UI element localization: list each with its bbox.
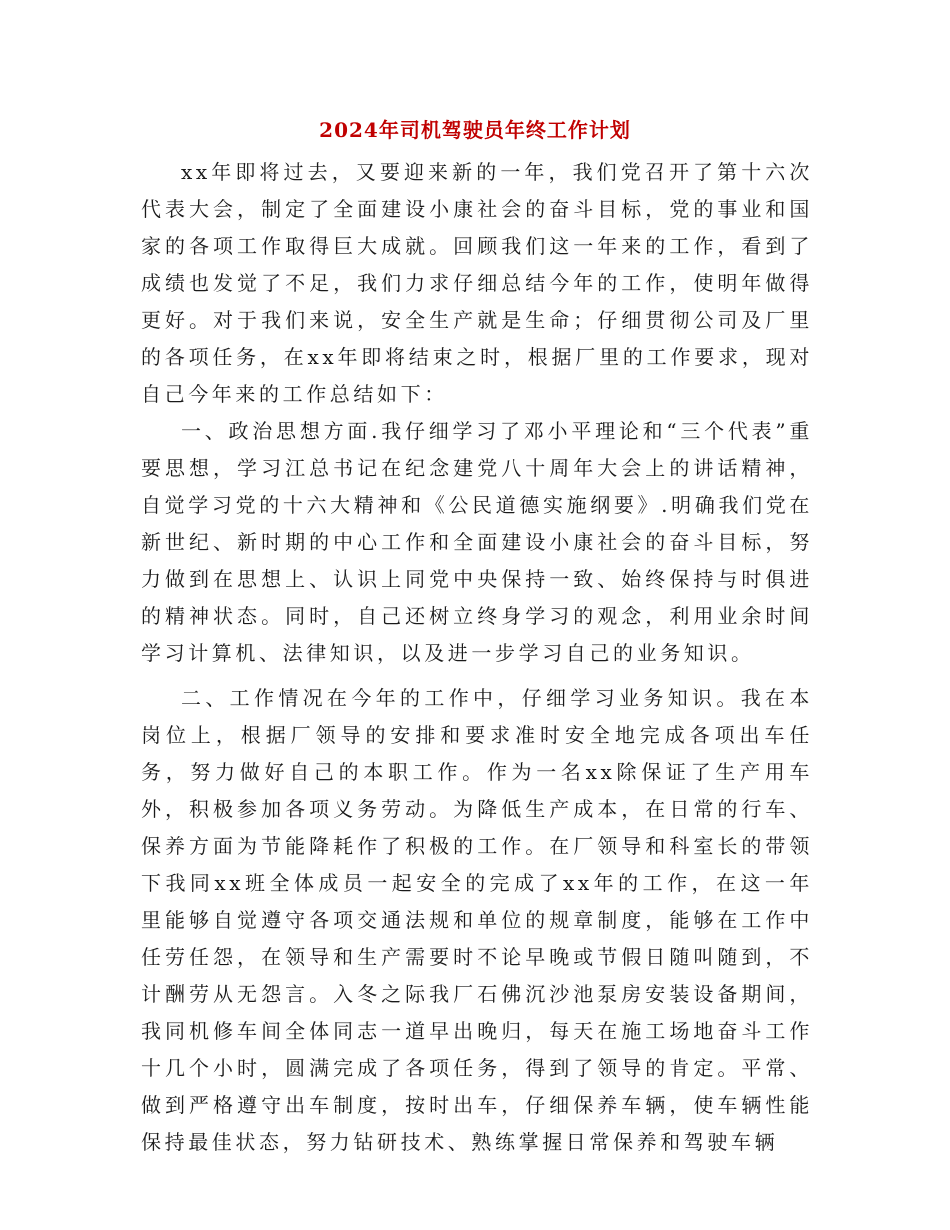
paragraph-intro: xx年即将过去，又要迎来新的一年，我们党召开了第十六次代表大会，制定了全面建设小康社会的奋斗目标，党的事业和国家的各项工作取得巨大成就。回顾我们这一年来的工作，看到了成绩也发觉了不足，我们力求仔细总结今年的工作，使明年做得更好。对于我们来说，安全生产就是生命；仔细贯彻公司及厂里的各项任务，在xx年即将结束之时，根据厂里的工作要求，现对自己今年来的工作总结如下： [141,160,813,406]
document-body [141,154,813,1161]
paragraph-work-situation: 二、工作情况在今年的工作中，仔细学习业务知识。我在本岗位上，根据厂领导的安排和要求准时安全地完成各项出车任务，努力做好自己的本职工作。作为一名xx除保证了生产用车外，积极参加各项义务劳动。为降低生产成本，在日常的行车、保养方面为节能降耗作了积极的工作。在厂领导和科室长的带领下我同xx班全体成员一起安全的完成了xx年的工作，在这一年里能够自觉遵守各项交通法规和单位的规章制度，能够在工作中任劳任怨，在领导和生产需要时不论早晚或节假日随叫随到，不计酬劳从无怨言。入冬之际我厂石佛沉沙池泵房安装设备期间，我同机修车间全体同志一道早出晚归，每天在施工场地奋斗工作十几个小时，圆满完成了各项任务，得到了领导的肯定。平常、做到严格遵守出车制度，按时出车，仔细保养车辆，使车辆性能保持最佳状态，努力钻研技术、熟练掌握日常保养和驾驶车辆 [141,686,813,1154]
paragraph-political-thought: 一、政治思想方面.我仔细学习了邓小平理论和“三个代表”重要思想，学习江总书记在纪念建党八十周年大会上的讲话精神，自觉学习党的十六大精神和《公民道德实施纲要》.明确我们党在新世纪、新时期的中心工作和全面建设小康社会的奋斗目标，努力做到在思想上、认识上同党中央保持一致、始终保持与时俱进的精神状态。同时，自己还树立终身学习的观念，利用业余时间学习计算机、法律知识，以及进一步学习自己的业务知识。 [141,419,813,665]
document-title: 2024年司机驾驶员年终工作计划 [319,118,631,142]
